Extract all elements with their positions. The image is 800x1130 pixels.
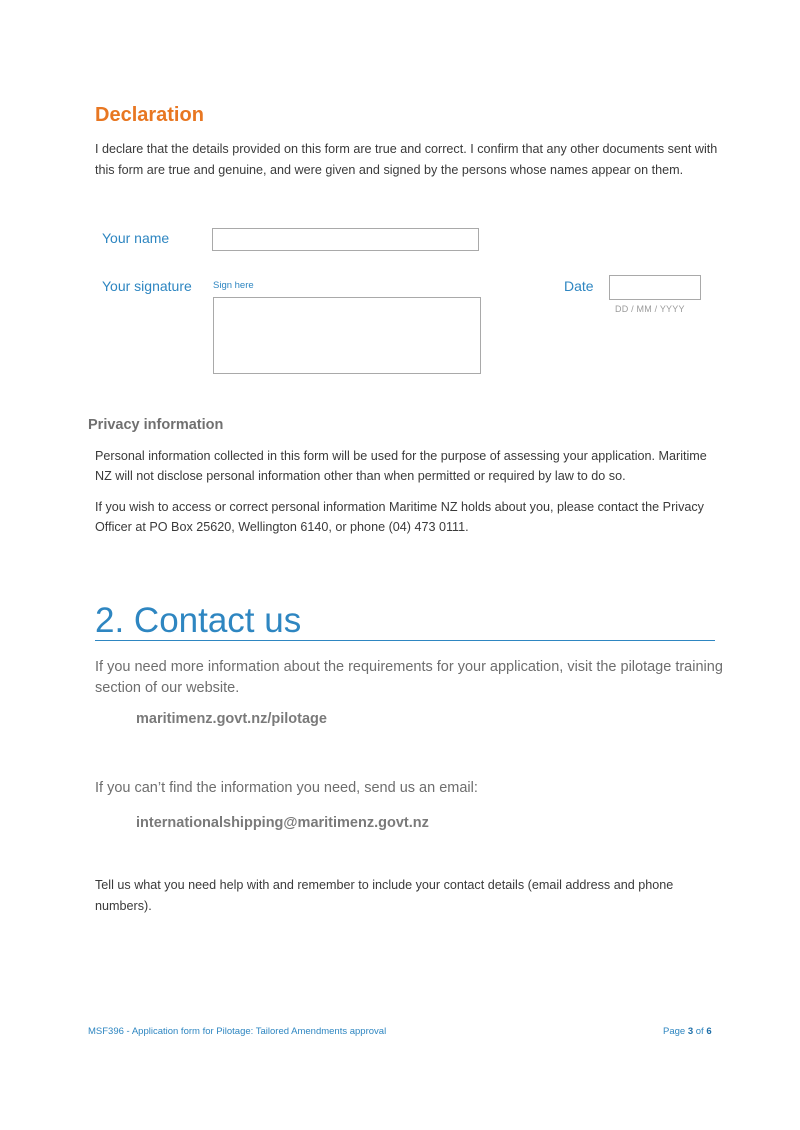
your-signature-label: Your signature	[102, 278, 192, 294]
sign-here-hint: Sign here	[213, 280, 254, 291]
privacy-paragraph-2: If you wish to access or correct personal information Maritime NZ holds about you, please contact the Privacy Officer at PO Box 25620, Wellington 6140, or phone (04) 473 0111.	[95, 500, 704, 534]
your-name-label: Your name	[102, 230, 170, 246]
declaration-text: I declare that the details provided on this form are true and correct. I confirm that any other documents sent with this form are true and genuine, and were given and signed by the persons whose names appear on them.	[95, 142, 718, 177]
page-total: 6	[706, 1026, 712, 1037]
footer-form-title: MSF396 - Application form for Pilotage: Tailored Amendments approval	[88, 1026, 387, 1037]
your-name-input[interactable]	[212, 228, 479, 251]
page-current: 3	[687, 1026, 694, 1037]
page-of: of	[695, 1026, 704, 1037]
contact-intro: If you need more information about the requirements for your application, visit the pilotage training section of our website.	[95, 659, 723, 696]
date-input[interactable]	[609, 275, 701, 300]
email-link[interactable]: internationalshipping@maritimenz.govt.nz	[136, 815, 429, 831]
date-format-hint: DD / MM / YYYY	[615, 304, 685, 314]
privacy-heading: Privacy information	[88, 417, 224, 433]
date-label: Date	[564, 278, 594, 294]
privacy-paragraph-1: Personal information collected in this form will be used for the purpose of assessing your application. Maritime NZ will not disclose personal information other than when permitted or required by law to do so.	[95, 449, 707, 483]
website-link[interactable]: maritimenz.govt.nz/pilotage	[136, 711, 327, 727]
footer-page-number	[663, 1026, 712, 1037]
email-intro: If you can’t find the information you need, send us an email:	[95, 780, 478, 796]
contact-final-note: Tell us what you need help with and remember to include your contact details (email address and phone numbers).	[95, 878, 674, 913]
contact-section-title: 2. Contact us	[95, 601, 302, 640]
page-prefix: Page	[663, 1026, 686, 1037]
declaration-heading: Declaration	[95, 104, 204, 126]
signature-box[interactable]	[213, 297, 481, 374]
section-divider	[95, 640, 715, 641]
